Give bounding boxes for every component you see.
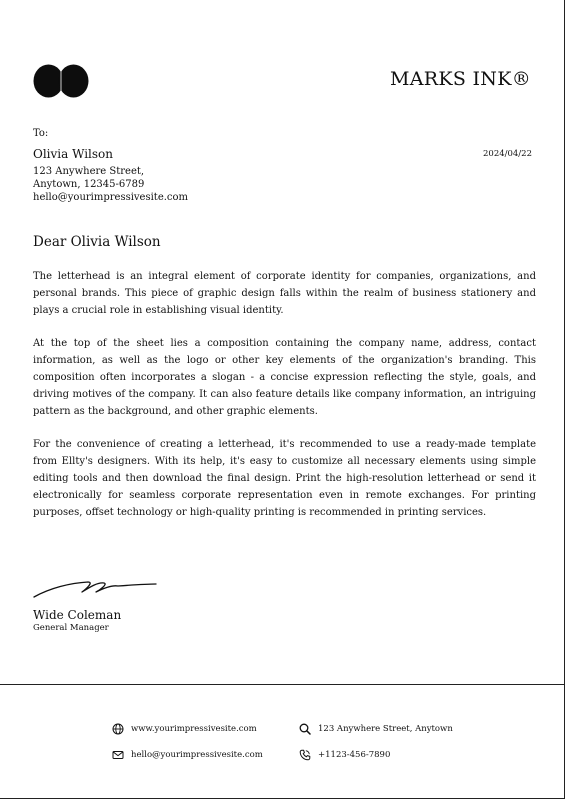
paragraph: At the top of the sheet lies a composition containing the company name, address, contact information, as well as the logo or other key elements of the organization's branding. This composition often incorporates a slogan - a concise expression reflecting the style, goals, and driving motives of the company. It can also feature details like company information, an intriguing pattern as the background, and other graphic elements. bbox=[33, 338, 536, 417]
footer-divider bbox=[0, 684, 565, 685]
signer-title: General Manager bbox=[33, 623, 109, 633]
footer-address bbox=[299, 723, 453, 735]
signer-name: Wide Coleman bbox=[33, 608, 122, 622]
letter-date: 2024/04/22 bbox=[483, 149, 532, 159]
to-label: To: bbox=[33, 128, 49, 139]
signature bbox=[32, 574, 160, 604]
paragraph: The letterhead is an integral element of corporate identity for companies, organizations, and personal brands. This piece of graphic design falls within the realm of business stationery and plays a crucial role in establishing visual identity. bbox=[33, 271, 536, 316]
letter-body bbox=[33, 268, 536, 537]
brand-logo bbox=[33, 64, 89, 98]
paragraph: For the convenience of creating a letterhead, it's recommended to use a ready-made template from Ellty's designers. With its help, it's easy to customize all necessary elements using simple editing tools and then download the final design. Print the high-resolution letterhead or send it electronically for seamless corporate representation even in remote exchanges. For printing purposes, offset technology or high-quality printing is recommended in printing services. bbox=[33, 439, 536, 518]
search-icon bbox=[299, 723, 311, 735]
website-text: www.yourimpressivesite.com bbox=[131, 724, 257, 734]
phone-icon bbox=[299, 749, 311, 761]
footer-email[interactable] bbox=[112, 749, 263, 761]
greeting: Dear Olivia Wilson bbox=[33, 234, 161, 250]
globe-icon bbox=[112, 723, 124, 735]
mail-icon bbox=[112, 749, 124, 761]
address-text: 123 Anywhere Street, Anytown bbox=[318, 724, 453, 734]
recipient-name: Olivia Wilson bbox=[33, 147, 114, 161]
phone-text: +1123-456-7890 bbox=[318, 750, 391, 760]
recipient-address bbox=[33, 165, 188, 204]
recipient-email: hello@yourimpressivesite.com bbox=[33, 192, 189, 203]
footer-phone[interactable] bbox=[299, 749, 390, 761]
address-line-1: 123 Anywhere Street, bbox=[33, 166, 145, 177]
footer-website[interactable] bbox=[112, 723, 257, 735]
address-line-2: Anytown, 12345-6789 bbox=[33, 179, 145, 190]
brand-name: MARKS INK® bbox=[389, 68, 531, 90]
email-text: hello@yourimpressivesite.com bbox=[131, 750, 263, 760]
